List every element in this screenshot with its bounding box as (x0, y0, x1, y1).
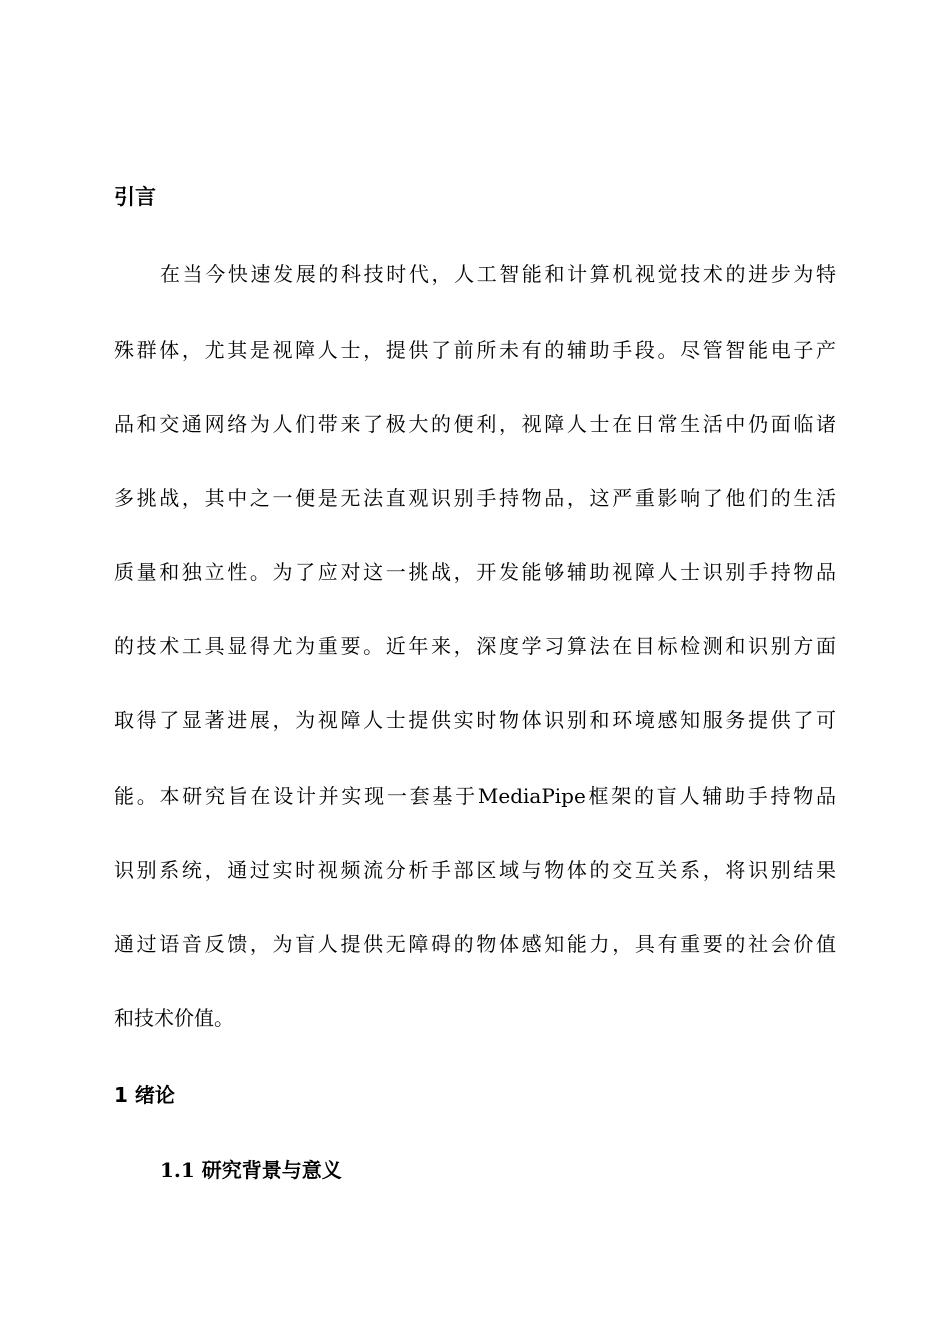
paragraph-line: 识别系统，通过实时视频流分析手部区域与物体的交互关系，将识别结果 (114, 858, 836, 882)
intro-heading: 引言 (114, 185, 156, 209)
paragraph-line: 质量和独立性。为了应对这一挑战，开发能够辅助视障人士识别手持物品 (114, 560, 836, 584)
paragraph-line: 在当今快速发展的科技时代，人工智能和计算机视觉技术的进步为特 (160, 262, 836, 286)
paragraph-line: 和技术价值。 (114, 1006, 234, 1030)
section-heading: 1.1 研究背景与意义 (160, 1158, 342, 1182)
chapter-heading: 1 绪论 (114, 1083, 175, 1107)
paragraph-line: 多挑战，其中之一便是无法直观识别手持物品，这严重影响了他们的生活 (114, 486, 836, 510)
paragraph-line: 通过语音反馈，为盲人提供无障碍的物体感知能力，具有重要的社会价值 (114, 932, 836, 956)
paragraph-line: 品和交通网络为人们带来了极大的便利，视障人士在日常生活中仍面临诸 (114, 412, 836, 436)
paragraph-line: 殊群体，尤其是视障人士，提供了前所未有的辅助手段。尽管智能电子产 (114, 338, 836, 362)
paragraph-line: 的技术工具显得尤为重要。近年来，深度学习算法在目标检测和识别方面 (114, 634, 836, 658)
paragraph-line: 取得了显著进展，为视障人士提供实时物体识别和环境感知服务提供了可 (114, 708, 836, 732)
paragraph-line: 能。本研究旨在设计并实现一套基于MediaPipe框架的盲人辅助手持物品 (114, 784, 836, 808)
